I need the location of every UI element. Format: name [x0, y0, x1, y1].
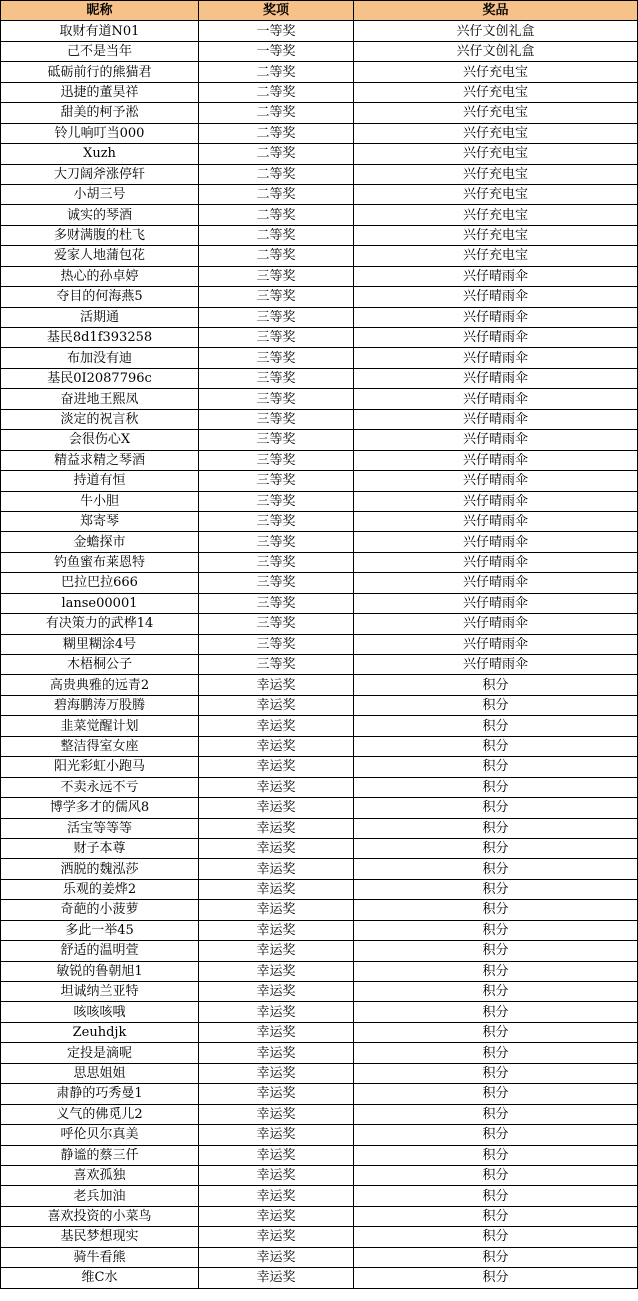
- cell-award: 三等奖: [199, 328, 354, 348]
- header-nickname: 昵称: [1, 1, 199, 21]
- table-row: [1, 491, 638, 511]
- cell-award: 一等奖: [199, 41, 354, 61]
- cell-prize: 积分: [354, 859, 638, 879]
- cell-nickname: 己不是当年: [1, 41, 199, 61]
- cell-nickname: 大刀阔斧涨停轩: [1, 164, 199, 184]
- cell-award: 三等奖: [199, 634, 354, 654]
- cell-nickname: 金蟾探市: [1, 532, 199, 552]
- cell-nickname: 热心的孙卓婷: [1, 266, 199, 286]
- cell-award: 三等奖: [199, 266, 354, 286]
- cell-award: 幸运奖: [199, 1104, 354, 1124]
- cell-award: 幸运奖: [199, 777, 354, 797]
- cell-nickname: 韭菜觉醒计划: [1, 716, 199, 736]
- cell-prize: 兴仔晴雨伞: [354, 593, 638, 613]
- table-row: [1, 1227, 638, 1247]
- table-row: [1, 961, 638, 981]
- cell-prize: 兴仔晴雨伞: [354, 471, 638, 491]
- table-body: [1, 21, 638, 1288]
- table-row: [1, 920, 638, 940]
- table-row: [1, 62, 638, 82]
- cell-nickname: 义气的佛觅儿2: [1, 1104, 199, 1124]
- cell-nickname: 思思姐姐: [1, 1063, 199, 1083]
- cell-award: 幸运奖: [199, 879, 354, 899]
- cell-prize: 兴仔充电宝: [354, 82, 638, 102]
- cell-prize: 积分: [354, 982, 638, 1002]
- cell-award: 三等奖: [199, 430, 354, 450]
- cell-nickname: 基民8d1f393258: [1, 328, 199, 348]
- cell-nickname: 呼伦贝尔真美: [1, 1125, 199, 1145]
- table-row: [1, 205, 638, 225]
- cell-prize: 兴仔晴雨伞: [354, 348, 638, 368]
- table-row: [1, 1186, 638, 1206]
- cell-prize: 积分: [354, 1084, 638, 1104]
- table-row: [1, 716, 638, 736]
- table-row: [1, 1125, 638, 1145]
- table-row: [1, 450, 638, 470]
- cell-prize: 积分: [354, 920, 638, 940]
- cell-prize: 积分: [354, 838, 638, 858]
- cell-prize: 积分: [354, 1165, 638, 1185]
- table-row: [1, 1063, 638, 1083]
- cell-nickname: 老兵加油: [1, 1186, 199, 1206]
- cell-award: 幸运奖: [199, 1084, 354, 1104]
- cell-nickname: 咳咳咳哦: [1, 1002, 199, 1022]
- table-row: [1, 144, 638, 164]
- cell-award: 幸运奖: [199, 798, 354, 818]
- cell-prize: 积分: [354, 1002, 638, 1022]
- cell-prize: 兴仔充电宝: [354, 246, 638, 266]
- cell-award: 幸运奖: [199, 1002, 354, 1022]
- cell-award: 三等奖: [199, 573, 354, 593]
- cell-award: 幸运奖: [199, 736, 354, 756]
- cell-nickname: 木梧桐公子: [1, 655, 199, 675]
- table-row: [1, 695, 638, 715]
- cell-prize: 兴仔晴雨伞: [354, 573, 638, 593]
- cell-award: 幸运奖: [199, 1186, 354, 1206]
- cell-nickname: 乐观的姜烨2: [1, 879, 199, 899]
- cell-prize: 兴仔晴雨伞: [354, 328, 638, 348]
- cell-nickname: Xuzh: [1, 144, 199, 164]
- cell-prize: 积分: [354, 879, 638, 899]
- cell-nickname: Zeuhdjk: [1, 1022, 199, 1042]
- table-row: [1, 879, 638, 899]
- cell-nickname: 肃静的巧秀曼1: [1, 1084, 199, 1104]
- table-row: [1, 348, 638, 368]
- cell-prize: 积分: [354, 757, 638, 777]
- cell-nickname: 布加没有迪: [1, 348, 199, 368]
- cell-award: 三等奖: [199, 348, 354, 368]
- cell-prize: 兴仔晴雨伞: [354, 511, 638, 531]
- table-row: [1, 614, 638, 634]
- cell-prize: 兴仔充电宝: [354, 225, 638, 245]
- table-row: [1, 184, 638, 204]
- cell-prize: 积分: [354, 736, 638, 756]
- cell-award: 幸运奖: [199, 838, 354, 858]
- cell-award: 二等奖: [199, 82, 354, 102]
- cell-prize: 兴仔晴雨伞: [354, 266, 638, 286]
- cell-nickname: 不卖永远不亏: [1, 777, 199, 797]
- table-row: [1, 634, 638, 654]
- cell-prize: 兴仔充电宝: [354, 123, 638, 143]
- cell-award: 幸运奖: [199, 920, 354, 940]
- cell-nickname: 有决策力的武桦14: [1, 614, 199, 634]
- cell-award: 一等奖: [199, 21, 354, 41]
- cell-prize: 兴仔充电宝: [354, 62, 638, 82]
- cell-award: 幸运奖: [199, 675, 354, 695]
- cell-prize: 积分: [354, 1206, 638, 1226]
- cell-prize: 积分: [354, 941, 638, 961]
- cell-prize: 兴仔充电宝: [354, 164, 638, 184]
- cell-nickname: 整洁得室女座: [1, 736, 199, 756]
- table-row: [1, 859, 638, 879]
- cell-award: 二等奖: [199, 123, 354, 143]
- cell-award: 幸运奖: [199, 982, 354, 1002]
- cell-nickname: 奋进地王熙凤: [1, 389, 199, 409]
- cell-award: 幸运奖: [199, 1063, 354, 1083]
- cell-nickname: 碧海鹏涛万股腾: [1, 695, 199, 715]
- header-award: 奖项: [199, 1, 354, 21]
- cell-nickname: 爱家人地蒲包花: [1, 246, 199, 266]
- table-row: [1, 82, 638, 102]
- cell-award: 幸运奖: [199, 757, 354, 777]
- table-row: [1, 593, 638, 613]
- cell-award: 二等奖: [199, 205, 354, 225]
- cell-prize: 积分: [354, 1104, 638, 1124]
- cell-award: 三等奖: [199, 552, 354, 572]
- table-row: [1, 1002, 638, 1022]
- table-row: [1, 164, 638, 184]
- cell-prize: 积分: [354, 961, 638, 981]
- cell-award: 幸运奖: [199, 1125, 354, 1145]
- table-row: [1, 511, 638, 531]
- cell-nickname: 精益求精之琴酒: [1, 450, 199, 470]
- cell-nickname: lanse00001: [1, 593, 199, 613]
- cell-prize: 积分: [354, 798, 638, 818]
- cell-award: 幸运奖: [199, 818, 354, 838]
- cell-prize: 积分: [354, 1063, 638, 1083]
- cell-nickname: 舒适的温明萱: [1, 941, 199, 961]
- table-row: [1, 900, 638, 920]
- table-row: [1, 982, 638, 1002]
- table-row: [1, 675, 638, 695]
- table-row: [1, 1206, 638, 1226]
- cell-award: 三等奖: [199, 655, 354, 675]
- cell-prize: 积分: [354, 900, 638, 920]
- cell-prize: 积分: [354, 716, 638, 736]
- cell-nickname: 洒脱的魏泓莎: [1, 859, 199, 879]
- table-row: [1, 471, 638, 491]
- table-row: [1, 1104, 638, 1124]
- cell-nickname: 持道有恒: [1, 471, 199, 491]
- table-row: [1, 1165, 638, 1185]
- cell-award: 幸运奖: [199, 1206, 354, 1226]
- cell-prize: 兴仔晴雨伞: [354, 450, 638, 470]
- cell-award: 三等奖: [199, 368, 354, 388]
- cell-nickname: 骑牛看熊: [1, 1247, 199, 1267]
- table-row: [1, 123, 638, 143]
- table-row: [1, 1268, 638, 1288]
- table-row: [1, 818, 638, 838]
- cell-award: 三等奖: [199, 307, 354, 327]
- cell-prize: 积分: [354, 1125, 638, 1145]
- cell-prize: 兴仔晴雨伞: [354, 368, 638, 388]
- cell-award: 幸运奖: [199, 1043, 354, 1063]
- cell-nickname: 奇葩的小菠萝: [1, 900, 199, 920]
- table-row: [1, 21, 638, 41]
- cell-nickname: 静谧的蔡三仟: [1, 1145, 199, 1165]
- cell-award: 幸运奖: [199, 1165, 354, 1185]
- cell-award: 三等奖: [199, 389, 354, 409]
- cell-award: 幸运奖: [199, 900, 354, 920]
- cell-prize: 兴仔充电宝: [354, 205, 638, 225]
- cell-prize: 兴仔晴雨伞: [354, 655, 638, 675]
- table-row: [1, 1145, 638, 1165]
- table-row: [1, 1043, 638, 1063]
- cell-award: 幸运奖: [199, 941, 354, 961]
- cell-nickname: 基民梦想现实: [1, 1227, 199, 1247]
- cell-prize: 兴仔晴雨伞: [354, 552, 638, 572]
- cell-nickname: 夺目的何海燕5: [1, 287, 199, 307]
- cell-nickname: 淡定的祝言秋: [1, 409, 199, 429]
- cell-nickname: 活宝等等等: [1, 818, 199, 838]
- cell-prize: 兴仔文创礼盒: [354, 41, 638, 61]
- cell-nickname: 巴拉巴拉666: [1, 573, 199, 593]
- cell-prize: 兴仔充电宝: [354, 103, 638, 123]
- header-prize: 奖品: [354, 1, 638, 21]
- table-row: [1, 798, 638, 818]
- table-row: [1, 287, 638, 307]
- cell-prize: 兴仔晴雨伞: [354, 491, 638, 511]
- cell-nickname: 小胡三号: [1, 184, 199, 204]
- cell-prize: 兴仔晴雨伞: [354, 430, 638, 450]
- table-row: [1, 103, 638, 123]
- cell-nickname: 迅捷的董昊祥: [1, 82, 199, 102]
- table-row: [1, 266, 638, 286]
- cell-prize: 兴仔晴雨伞: [354, 409, 638, 429]
- table-row: [1, 941, 638, 961]
- cell-award: 二等奖: [199, 164, 354, 184]
- cell-prize: 积分: [354, 1247, 638, 1267]
- cell-award: 三等奖: [199, 409, 354, 429]
- cell-nickname: 阳光彩虹小跑马: [1, 757, 199, 777]
- table-row: [1, 409, 638, 429]
- cell-nickname: 喜欢投资的小菜鸟: [1, 1206, 199, 1226]
- cell-nickname: 会很伤心X: [1, 430, 199, 450]
- cell-prize: 积分: [354, 675, 638, 695]
- table-row: [1, 757, 638, 777]
- cell-award: 幸运奖: [199, 1022, 354, 1042]
- cell-nickname: 活期通: [1, 307, 199, 327]
- cell-prize: 积分: [354, 1227, 638, 1247]
- cell-prize: 兴仔文创礼盒: [354, 21, 638, 41]
- cell-nickname: 高贵典雅的远青2: [1, 675, 199, 695]
- table-row: [1, 777, 638, 797]
- cell-nickname: 喜欢孤独: [1, 1165, 199, 1185]
- cell-prize: 兴仔晴雨伞: [354, 389, 638, 409]
- table-row: [1, 573, 638, 593]
- cell-nickname: 诚实的琴酒: [1, 205, 199, 225]
- cell-nickname: 甜美的柯予淞: [1, 103, 199, 123]
- table-row: [1, 225, 638, 245]
- cell-nickname: 财子本尊: [1, 838, 199, 858]
- header-row: [1, 1, 638, 21]
- cell-nickname: 牛小胆: [1, 491, 199, 511]
- cell-award: 三等奖: [199, 491, 354, 511]
- table-row: [1, 389, 638, 409]
- cell-prize: 兴仔晴雨伞: [354, 614, 638, 634]
- cell-award: 幸运奖: [199, 1227, 354, 1247]
- table-row: [1, 246, 638, 266]
- cell-prize: 兴仔晴雨伞: [354, 307, 638, 327]
- cell-prize: 兴仔晴雨伞: [354, 532, 638, 552]
- table-row: [1, 307, 638, 327]
- cell-prize: 积分: [354, 1145, 638, 1165]
- cell-nickname: 取财有道N01: [1, 21, 199, 41]
- cell-nickname: 基民0I2087796c: [1, 368, 199, 388]
- cell-prize: 积分: [354, 818, 638, 838]
- cell-award: 幸运奖: [199, 695, 354, 715]
- cell-nickname: 维C水: [1, 1268, 199, 1288]
- table-row: [1, 655, 638, 675]
- cell-award: 幸运奖: [199, 859, 354, 879]
- cell-prize: 积分: [354, 695, 638, 715]
- cell-prize: 积分: [354, 1043, 638, 1063]
- cell-award: 三等奖: [199, 614, 354, 634]
- cell-nickname: 郑寄琴: [1, 511, 199, 531]
- cell-award: 二等奖: [199, 62, 354, 82]
- cell-nickname: 定投是滴呢: [1, 1043, 199, 1063]
- cell-nickname: 铃儿响叮当000: [1, 123, 199, 143]
- cell-award: 二等奖: [199, 144, 354, 164]
- cell-award: 三等奖: [199, 450, 354, 470]
- cell-prize: 积分: [354, 777, 638, 797]
- cell-award: 二等奖: [199, 184, 354, 204]
- cell-nickname: 糊里糊涂4号: [1, 634, 199, 654]
- table-row: [1, 1247, 638, 1267]
- cell-award: 三等奖: [199, 471, 354, 491]
- table-row: [1, 328, 638, 348]
- cell-award: 幸运奖: [199, 961, 354, 981]
- table-row: [1, 552, 638, 572]
- table-row: [1, 368, 638, 388]
- cell-nickname: 钓鱼蜜布莱恩特: [1, 552, 199, 572]
- cell-award: 二等奖: [199, 225, 354, 245]
- cell-award: 幸运奖: [199, 716, 354, 736]
- table-row: [1, 1084, 638, 1104]
- cell-award: 三等奖: [199, 511, 354, 531]
- cell-prize: 兴仔充电宝: [354, 144, 638, 164]
- cell-award: 三等奖: [199, 532, 354, 552]
- cell-prize: 积分: [354, 1022, 638, 1042]
- table-row: [1, 532, 638, 552]
- cell-nickname: 博学多才的儒风8: [1, 798, 199, 818]
- cell-prize: 积分: [354, 1186, 638, 1206]
- cell-award: 二等奖: [199, 246, 354, 266]
- cell-award: 三等奖: [199, 287, 354, 307]
- cell-award: 三等奖: [199, 593, 354, 613]
- cell-nickname: 敏锐的鲁朝旭1: [1, 961, 199, 981]
- cell-prize: 兴仔晴雨伞: [354, 287, 638, 307]
- cell-nickname: 砥砺前行的熊猫君: [1, 62, 199, 82]
- table-row: [1, 736, 638, 756]
- table-row: [1, 1022, 638, 1042]
- cell-award: 二等奖: [199, 103, 354, 123]
- cell-nickname: 坦诚纳兰亚特: [1, 982, 199, 1002]
- cell-prize: 兴仔晴雨伞: [354, 634, 638, 654]
- cell-prize: 积分: [354, 1268, 638, 1288]
- table-row: [1, 838, 638, 858]
- cell-nickname: 多财满腹的杜飞: [1, 225, 199, 245]
- cell-nickname: 多此一举45: [1, 920, 199, 940]
- cell-award: 幸运奖: [199, 1247, 354, 1267]
- cell-award: 幸运奖: [199, 1145, 354, 1165]
- cell-prize: 兴仔充电宝: [354, 184, 638, 204]
- table-row: [1, 430, 638, 450]
- cell-award: 幸运奖: [199, 1268, 354, 1288]
- table-row: [1, 41, 638, 61]
